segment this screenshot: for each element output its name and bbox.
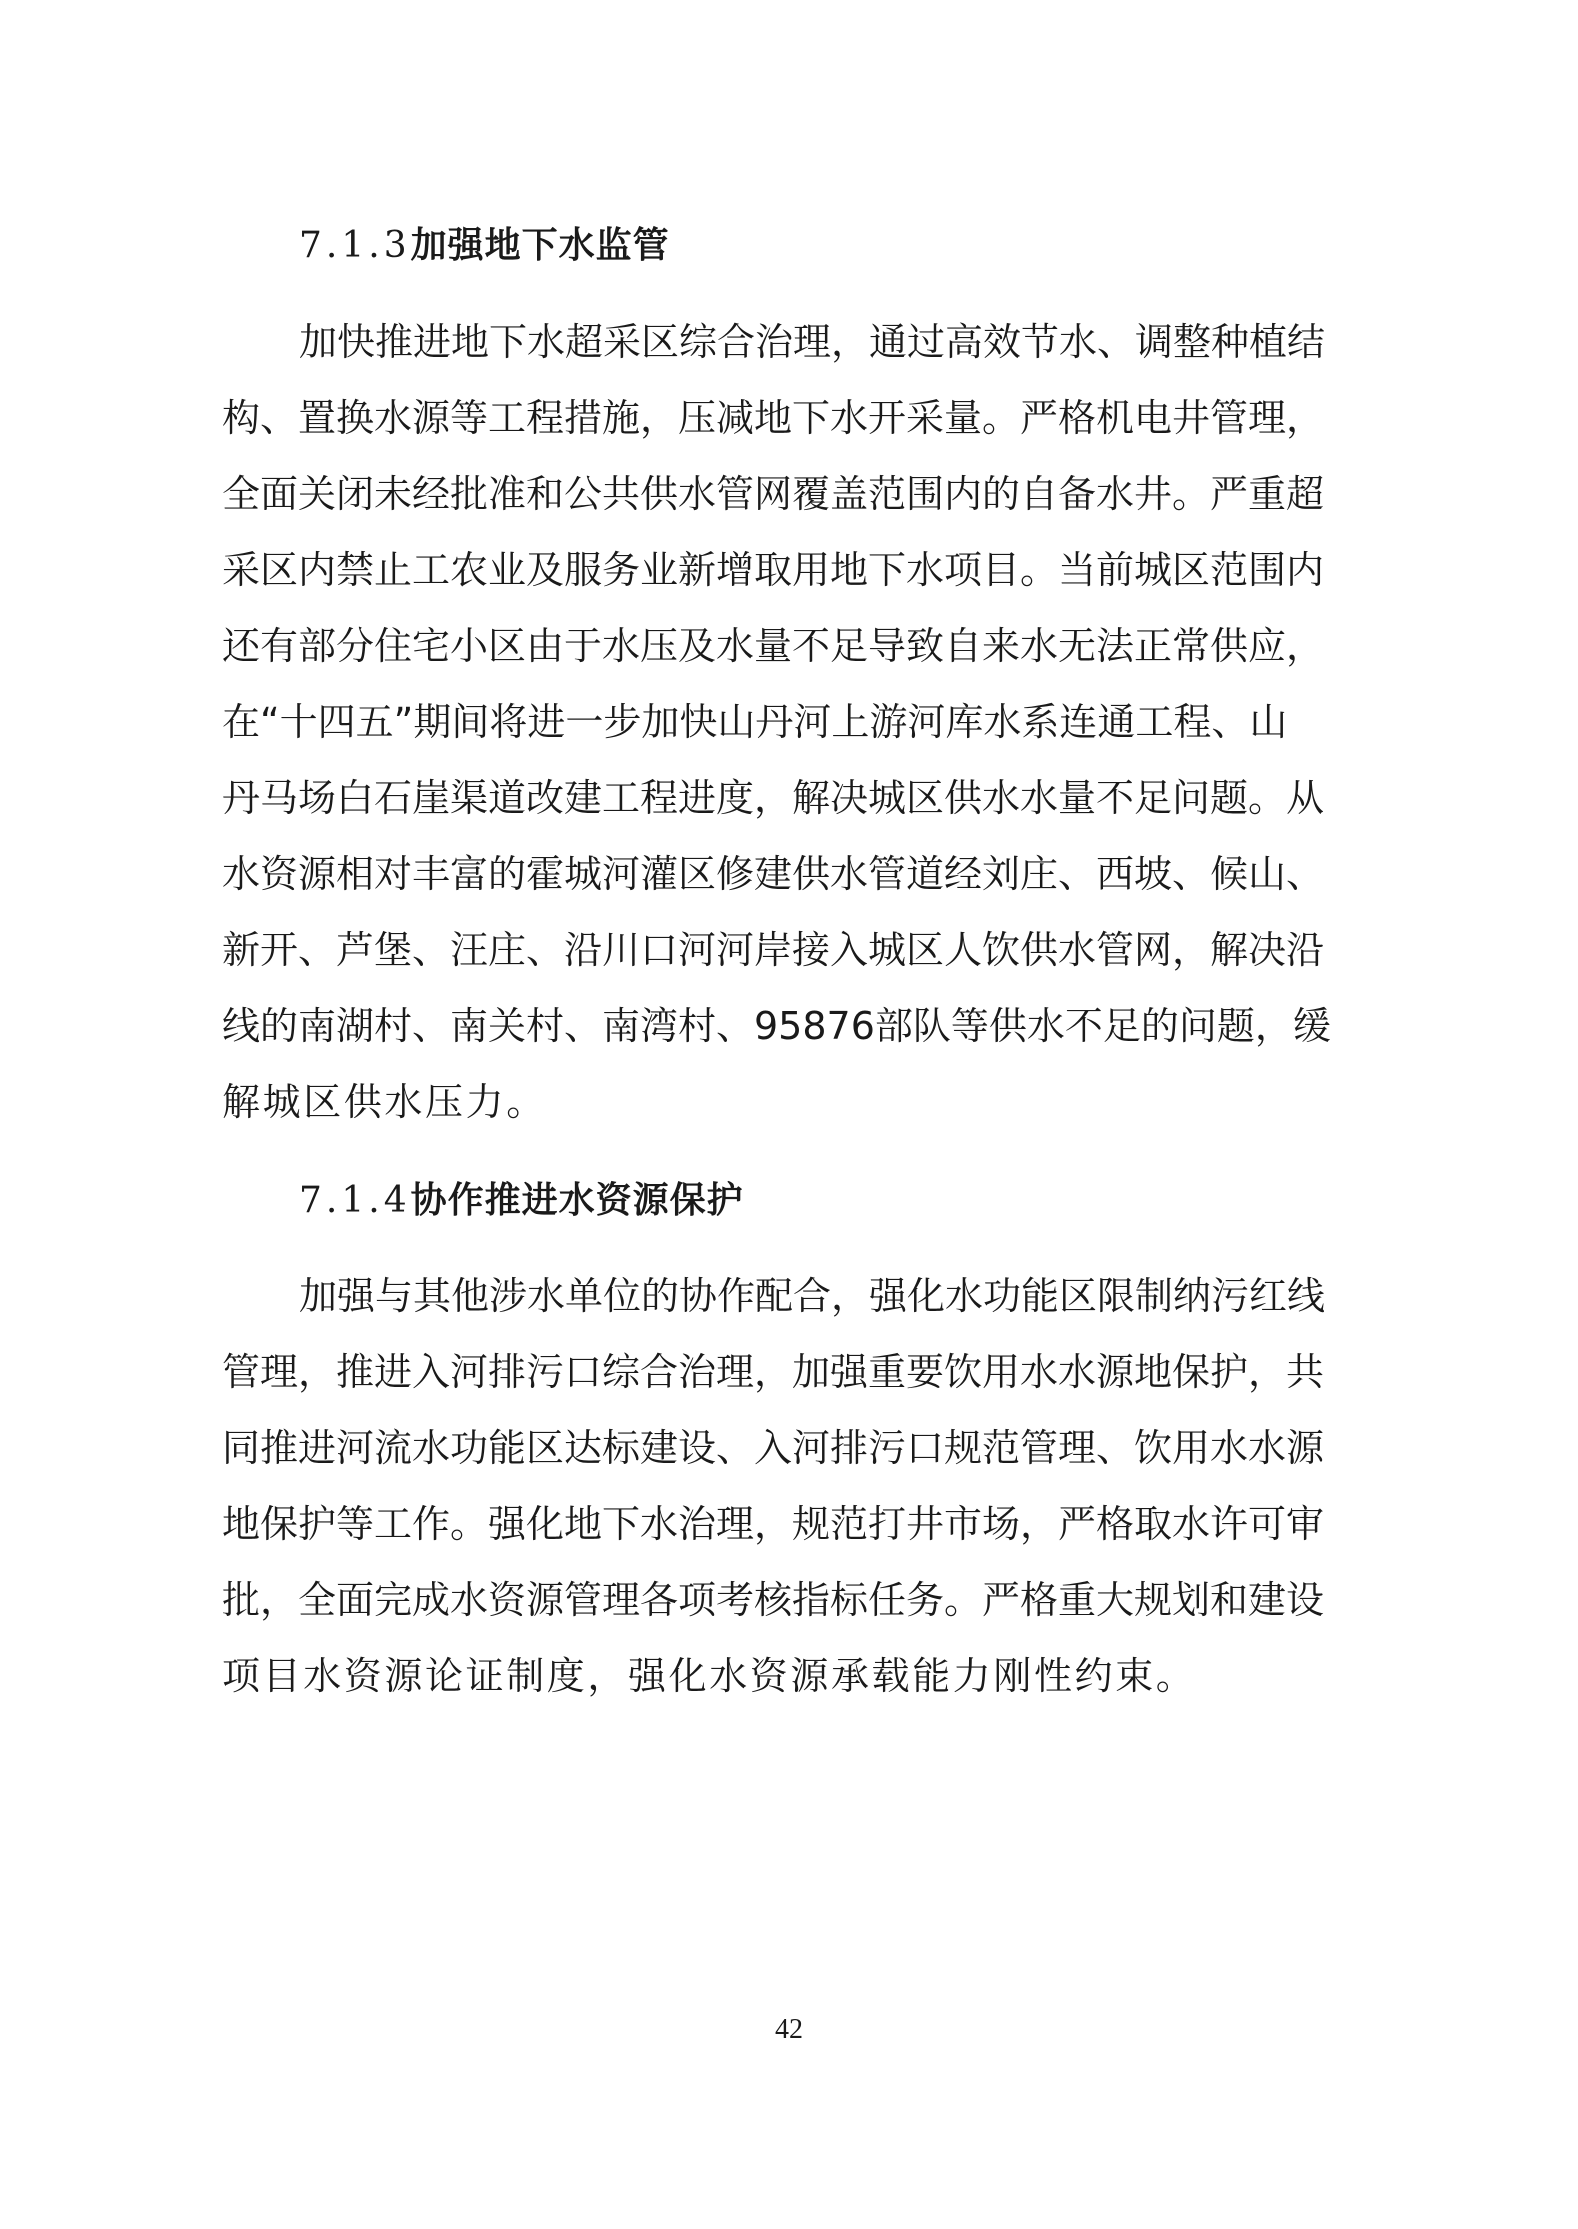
paragraph-line: 加强与其他涉水单位的协作配合，强化水功能区限制纳污红线: [299, 1274, 1326, 1318]
section-title: 协作推进水资源保护: [410, 1180, 744, 1221]
paragraph-line: 构、置换水源等工程措施，压减地下水开采量。严格机电井管理，: [222, 396, 1325, 440]
section-number: 7.1.4: [299, 1180, 411, 1221]
paragraph-line: 采区内禁止工农业及服务业新增取用地下水项目。当前城区范围内: [222, 548, 1325, 592]
paragraph-line: 加快推进地下水超采区综合治理，通过高效节水、调整种植结: [299, 320, 1326, 364]
section-heading-7-1-4: [299, 1177, 744, 1225]
paragraph-line: 管理，推进入河排污口综合治理，加强重要饮用水水源地保护，共: [222, 1350, 1325, 1394]
paragraph-line: 同推进河流水功能区达标建设、入河排污口规范管理、饮用水水源: [222, 1426, 1325, 1470]
paragraph-line: 批，全面完成水资源管理各项考核指标任务。严格重大规划和建设: [222, 1578, 1325, 1622]
paragraph-line: 地保护等工作。强化地下水治理，规范打井市场，严格取水许可审: [222, 1502, 1325, 1546]
paragraph-line: 新开、芦堡、汪庄、沿川口河河岸接入城区人饮供水管网，解决沿: [222, 928, 1325, 972]
section-heading-7-1-3: [299, 222, 670, 270]
paragraph-line: 丹马场白石崖渠道改建工程进度，解决城区供水水量不足问题。从: [222, 776, 1325, 820]
paragraph-line: 水资源相对丰富的霍城河灌区修建供水管道经刘庄、西坡、候山、: [222, 852, 1325, 896]
page-number: 42: [775, 2014, 803, 2045]
paragraph-line: 还有部分住宅小区由于水压及水量不足导致自来水无法正常供应，: [222, 624, 1325, 668]
section-number: 7.1.3: [299, 225, 411, 266]
paragraph-line: 全面关闭未经批准和公共供水管网覆盖范围内的自备水井。严重超: [222, 472, 1325, 516]
paragraph-line: 线的南湖村、南关村、南湾村、95876部队等供水不足的问题，缓: [222, 1004, 1331, 1048]
paragraph-line: 项目水资源论证制度，强化水资源承载能力刚性约束。: [222, 1654, 1197, 1698]
paragraph-line: 在“十四五”期间将进一步加快山丹河上游河库水系连通工程、山: [222, 700, 1288, 744]
paragraph-line: 解城区供水压力。: [222, 1080, 547, 1124]
section-title: 加强地下水监管: [410, 225, 670, 266]
